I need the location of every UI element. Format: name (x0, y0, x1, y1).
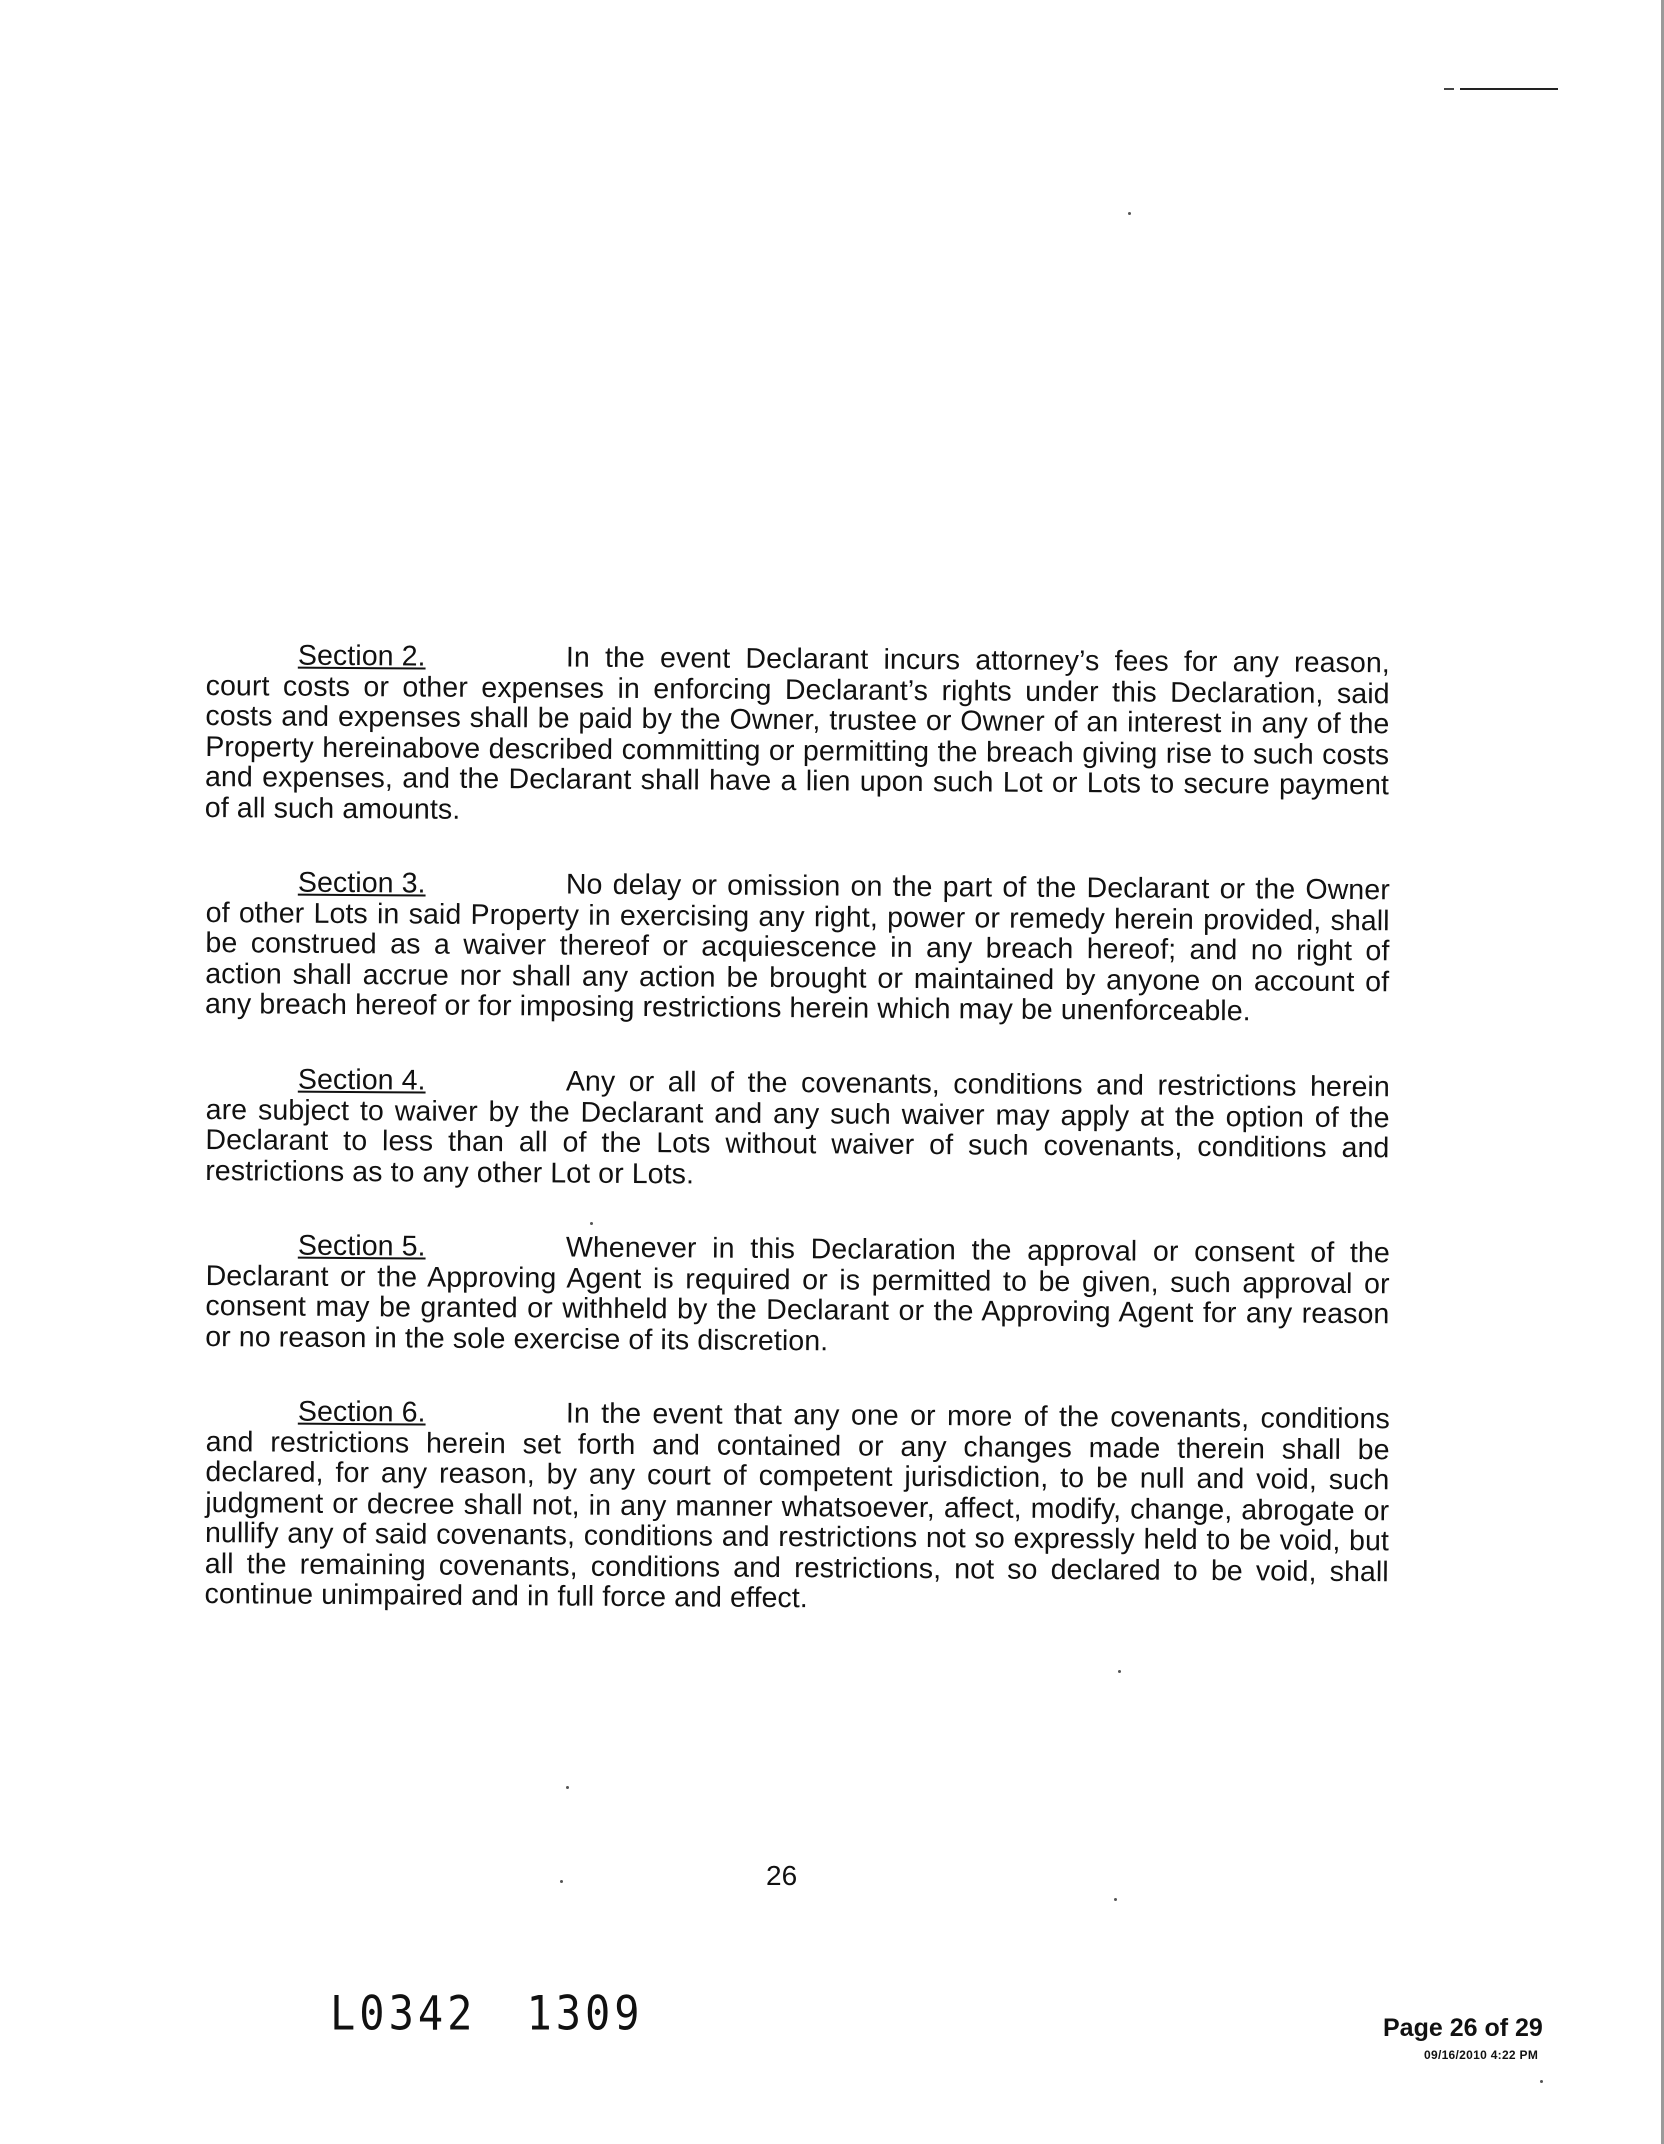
section-text: In the event that any one or more of the covenants, conditions and restrictions herein set forth and contained or any changes made therein shall be declared, for any reason, by any court of competent jurisdiction, to be null and void, such judgment or decree shall not, in any manner whatsoever, affect, modify, change, abrogate or nullify any of said covenants, conditions and restrictions not so expressly held to be void, but all the remaining covenants, conditions and restrictions, not so declared to be void, shall continue unimpaired and in full force and effect. (204, 1397, 1390, 1614)
section-heading: Section 4. (297, 1063, 426, 1097)
scan-speck (566, 1786, 569, 1789)
scan-speck (1540, 2080, 1543, 2083)
section-text: No delay or omission on the part of the Declarant or the Owner of other Lots in said Property in exercising any right, power or remedy herein provided, shall be construed as a waiver thereof or acquiescence in any breach hereof; and no right of action shall accrue nor shall any action be brought or maintained by anyone on account of any breach hereof or for imposing restrictions herein which may be unenforceable. (204, 868, 1390, 1028)
section-text: Any or all of the covenants, conditions and restrictions herein are subject to waiver by the Declarant and any such waiver may apply at the option of the Declarant to less than all of the Lots without waiver of such covenants, conditions and restrictions as to any other Lot or Lots. (205, 1065, 1390, 1190)
section-heading: Section 6. (297, 1395, 426, 1429)
recording-timestamp: 09/16/2010 4:22 PM (1424, 2048, 1539, 2062)
section-5 (205, 1230, 1390, 1360)
book-page-number: 1309 (526, 1986, 644, 2041)
corner-dash-mark (1444, 88, 1454, 90)
section-6 (205, 1396, 1390, 1618)
scan-speck (1118, 1670, 1121, 1673)
section-text: In the event Declarant incurs attorney’s fees for any reason, court costs or other expenses in enforcing Declarant’s rights under this Declaration, said costs and expenses shall be paid by the Owner, trustee or Owner of an interest in any of the Property hereinabove described committing or permitting the breach giving rise to such costs and expenses, and the Declarant shall have a lien upon such Lot or Lots to secure payment of all such amounts. (204, 641, 1390, 826)
section-2 (205, 640, 1390, 831)
book-page-reference (330, 1986, 644, 2041)
corner-line-mark (1460, 88, 1558, 90)
page-number: 26 (766, 1860, 798, 1891)
scan-speck (1114, 1898, 1117, 1901)
covenants-body (206, 640, 1390, 1653)
book-number: L0342 (330, 1986, 477, 2041)
section-4 (205, 1064, 1390, 1194)
scan-speck (1128, 212, 1131, 215)
section-heading: Section 3. (297, 866, 426, 900)
section-3 (205, 867, 1390, 1028)
scan-speck (560, 1880, 563, 1883)
section-heading: Section 2. (297, 639, 426, 673)
section-heading: Section 5. (297, 1229, 426, 1263)
section-text: Whenever in this Declaration the approval or consent of the Declarant or the Approving Agent is required or is permitted to be given, such approval or consent may be granted or withheld by the Declarant or the Approving Agent for any reason or no reason in the sole exercise of its discretion. (205, 1231, 1390, 1357)
page-count-label: Page 26 of 29 (1383, 2014, 1543, 2042)
